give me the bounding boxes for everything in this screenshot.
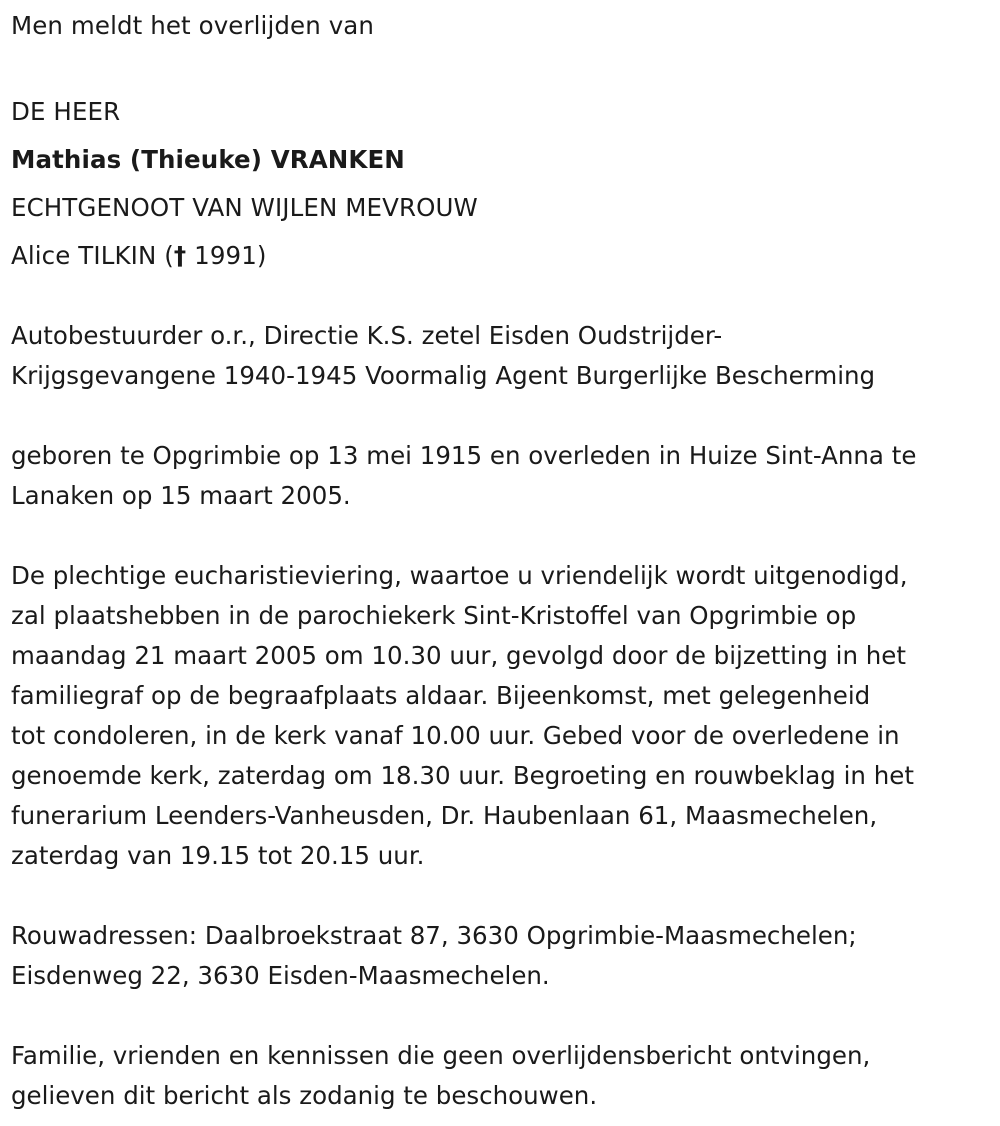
spouse-relation: ECHTGENOOT VAN WIJLEN MEVROUW — [11, 193, 478, 222]
spacer — [11, 996, 996, 1036]
closing-paragraph — [11, 1036, 996, 1116]
paragraph-line: maandag 21 maart 2005 om 10.30 uur, gevolgd door de bijzetting in het — [11, 641, 906, 670]
occupation-paragraph — [11, 316, 996, 396]
paragraph-line: Eisdenweg 22, 3630 Eisden-Maasmechelen. — [11, 961, 550, 990]
paragraph-line: Rouwadressen: Daalbroekstraat 87, 3630 Opgrimbie-Maasmechelen; — [11, 921, 857, 950]
spacer — [11, 46, 996, 86]
paragraph-line: zaterdag van 19.15 tot 20.15 uur. — [11, 841, 425, 870]
paragraph-line: funerarium Leenders-Vanheusden, Dr. Haubenlaan 61, Maasmechelen, — [11, 801, 878, 830]
paragraph-line: zal plaatshebben in de parochiekerk Sint-Kristoffel van Opgrimbie op — [11, 601, 857, 630]
death-notice — [11, 0, 996, 1116]
spacer — [11, 516, 996, 556]
cross-icon: † — [173, 241, 187, 270]
paragraph-line: tot condoleren, in de kerk vanaf 10.00 uur. Gebed voor de overledene in — [11, 721, 900, 750]
birth-death-paragraph — [11, 436, 996, 516]
spacer — [11, 876, 996, 916]
spouse-death-year: 1991) — [186, 241, 267, 270]
addresses-paragraph — [11, 916, 996, 996]
paragraph-line: genoemde kerk, zaterdag om 18.30 uur. Begroeting en rouwbeklag in het — [11, 761, 914, 790]
paragraph-line: Familie, vrienden en kennissen die geen overlijdensbericht ontvingen, — [11, 1041, 871, 1070]
spacer — [11, 276, 996, 316]
paragraph-line: Autobestuurder o.r., Directie K.S. zetel Eisden Oudstrijder- — [11, 321, 723, 350]
spouse-name: Alice TILKIN ( — [11, 241, 174, 270]
deceased-name: Mathias (Thieuke) VRANKEN — [11, 145, 405, 174]
paragraph-line: Krijgsgevangene 1940-1945 Voormalig Agent Burgerlijke Bescherming — [11, 361, 876, 390]
ceremony-paragraph — [11, 556, 996, 876]
paragraph-line: familiegraf op de begraafplaats aldaar. Bijeenkomst, met gelegenheid — [11, 681, 871, 710]
title-prefix: DE HEER — [11, 97, 121, 126]
spouse-line — [11, 236, 996, 276]
paragraph-line: Lanaken op 15 maart 2005. — [11, 481, 351, 510]
paragraph-line: De plechtige eucharistieviering, waartoe u vriendelijk wordt uitgenodigd, — [11, 561, 908, 590]
paragraph-line: geboren te Opgrimbie op 13 mei 1915 en overleden in Huize Sint-Anna te — [11, 441, 917, 470]
spacer — [11, 396, 996, 436]
paragraph-line: gelieven dit bericht als zodanig te beschouwen. — [11, 1081, 598, 1110]
intro-line: Men meldt het overlijden van — [11, 11, 375, 40]
